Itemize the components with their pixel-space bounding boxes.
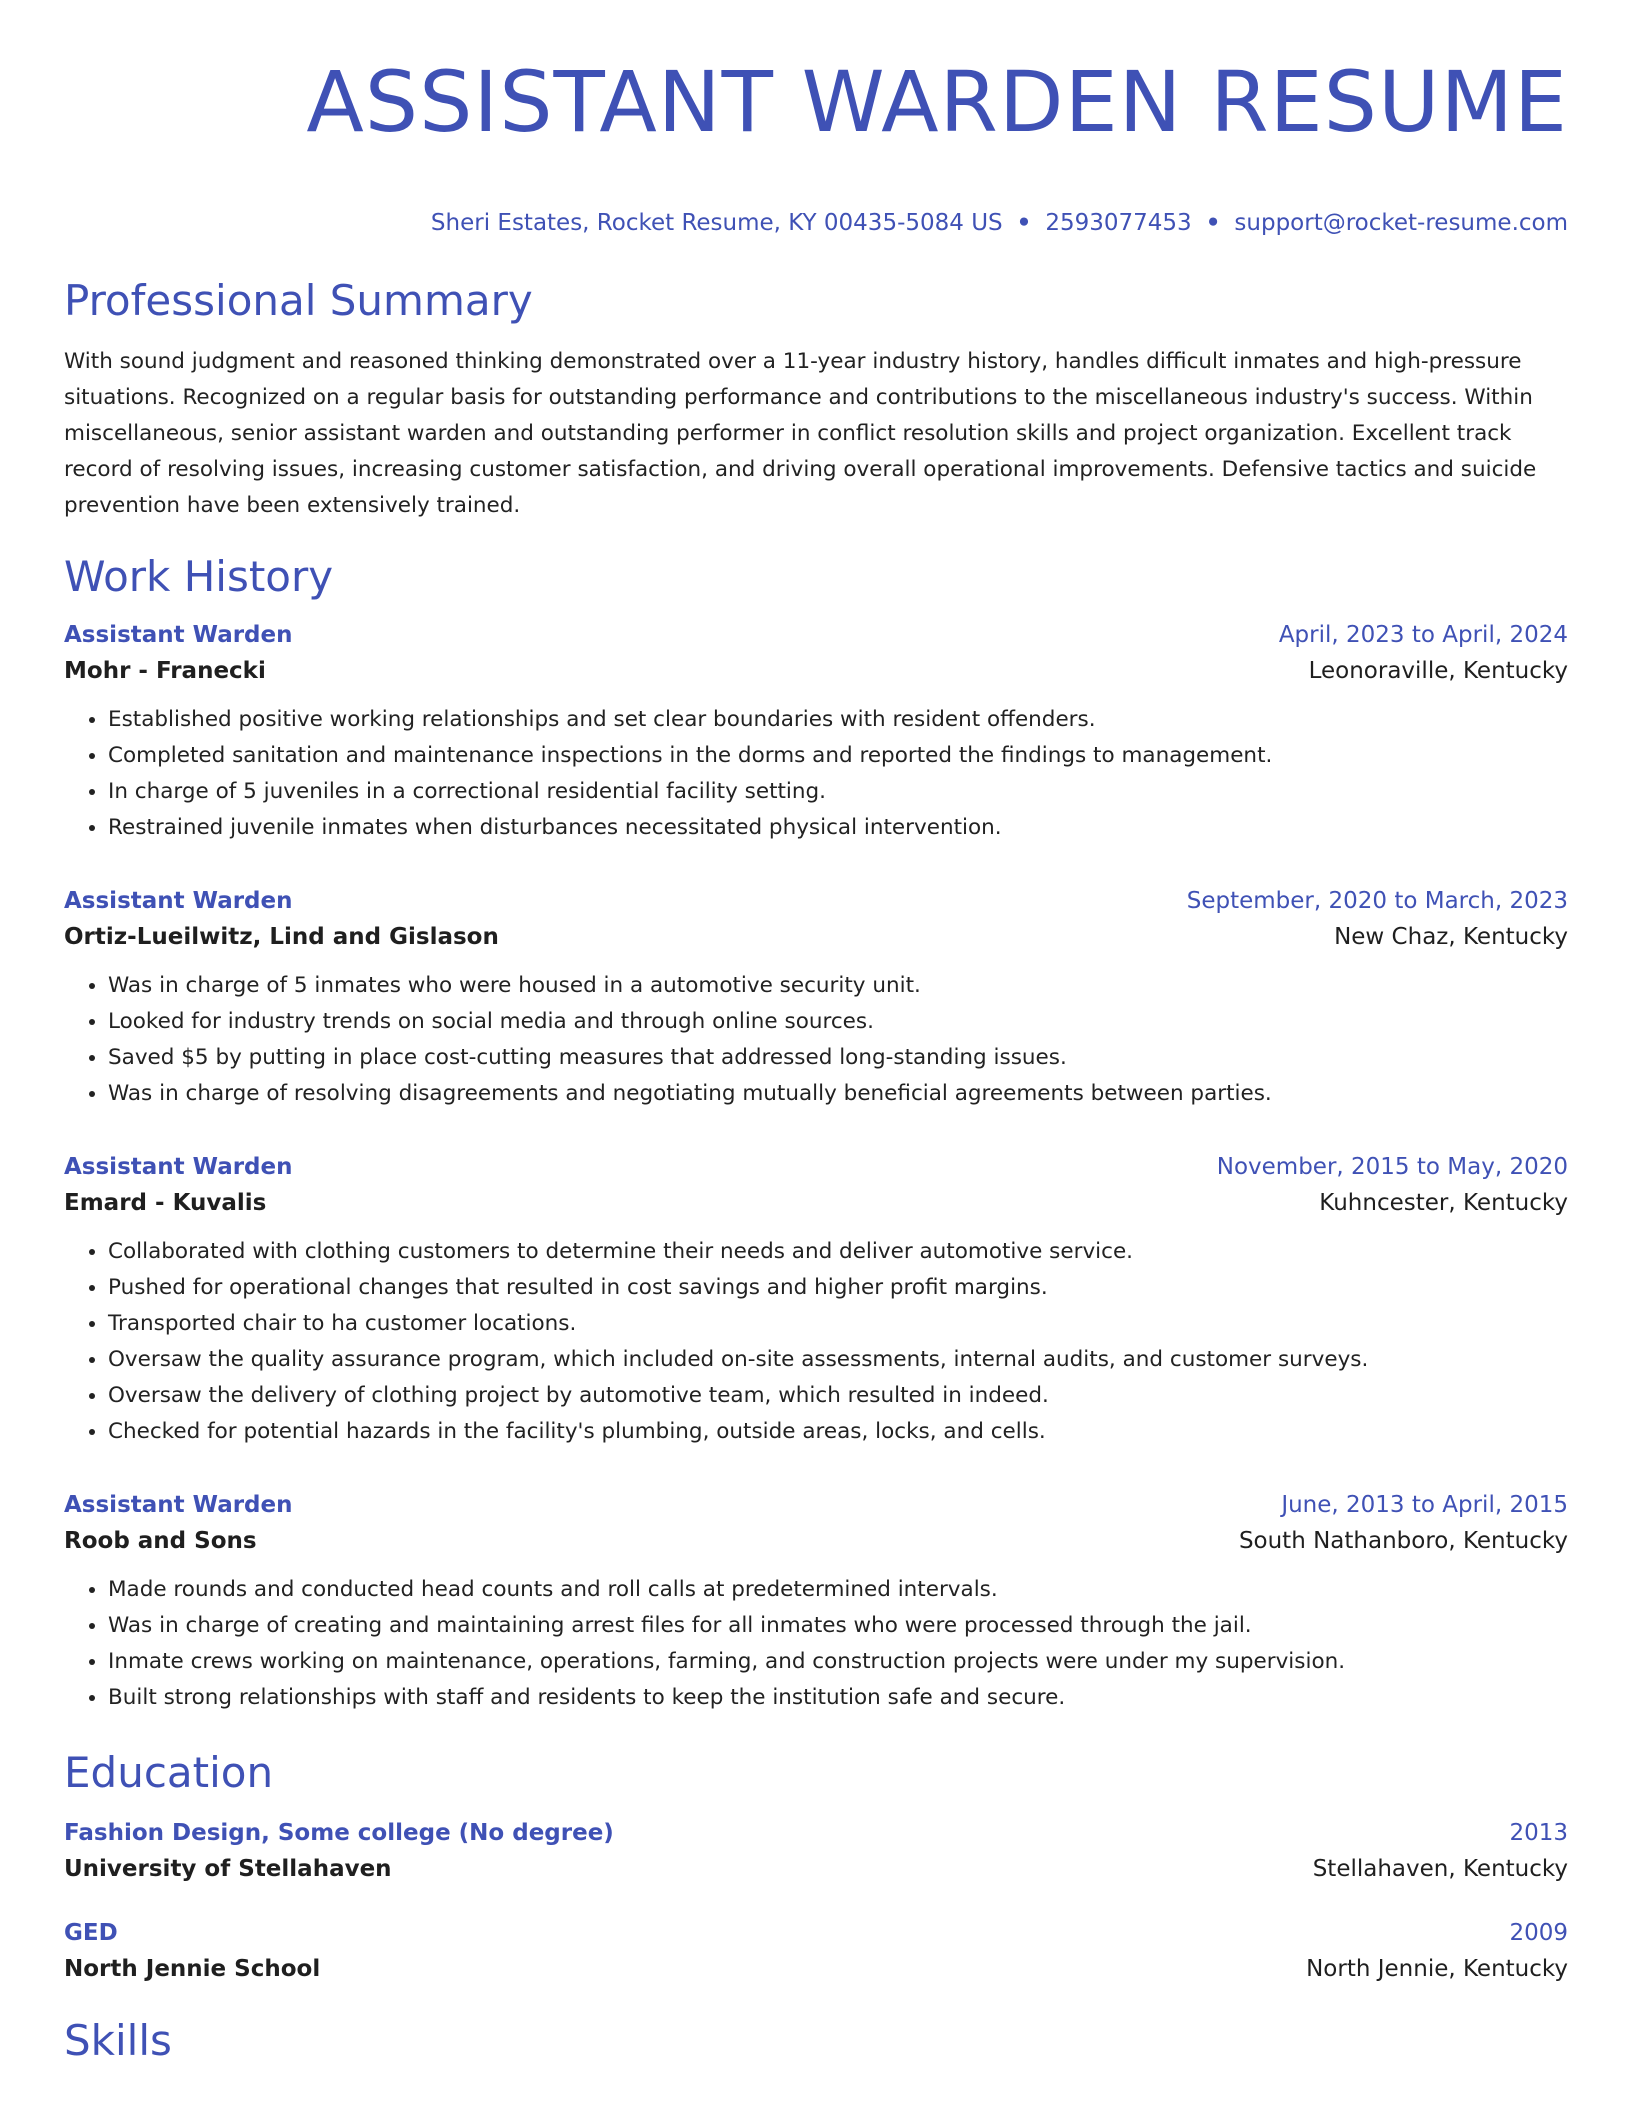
contact-phone: 2593077453 <box>1045 210 1192 237</box>
education-degree: Fashion Design, Some college (No degree) <box>64 1820 614 1847</box>
job-title: Assistant Warden <box>64 888 293 915</box>
job-bullet: • Completed sanitation and maintenance inspections in the dorms and reported the findings to management. <box>108 738 1568 774</box>
education-heading: Education <box>64 1748 274 1798</box>
summary-heading: Professional Summary <box>64 276 533 326</box>
job-bullet: • Oversaw the quality assurance program, which included on-site assessments, internal audits, and customer surveys. <box>108 1342 1568 1378</box>
job-entry <box>64 618 1568 846</box>
job-bullet: • Checked for potential hazards in the facility's plumbing, outside areas, locks, and cells. <box>108 1414 1568 1450</box>
job-company: Roob and Sons <box>64 1528 257 1555</box>
job-dates: April, 2023 to April, 2024 <box>1278 622 1568 649</box>
job-bullet: • Inmate crews working on maintenance, operations, farming, and construction projects were under my supervision. <box>108 1644 1568 1680</box>
education-year: 2013 <box>1509 1820 1568 1847</box>
skills-heading: Skills <box>64 2016 172 2066</box>
job-entry <box>64 1150 1568 1450</box>
job-dates: June, 2013 to April, 2015 <box>1281 1492 1568 1519</box>
job-location: South Nathanboro, Kentucky <box>1238 1528 1568 1555</box>
summary-text: With sound judgment and reasoned thinking demonstrated over a 11-year industry history, handles difficult inmates and high-pressure situations. Recognized on a regular basis for outstanding performance and contributions to the miscellaneous industry's success. Within miscellaneous, senior assistant warden and outstanding performer in conflict resolution skills and project organization. Excellent track record of resolving issues, increasing customer satisfaction, and driving overall operational improvements. Defensive tactics and suicide prevention have been extensively trained. <box>64 349 1537 519</box>
job-bullets <box>64 702 1568 846</box>
job-location: New Chaz, Kentucky <box>1334 924 1568 951</box>
contact-separator: • <box>1016 210 1032 237</box>
job-bullets <box>64 968 1568 1112</box>
job-bullets <box>64 1234 1568 1450</box>
education-location: North Jennie, Kentucky <box>1306 1956 1568 1983</box>
job-bullet: • Collaborated with clothing customers to determine their needs and deliver automotive service. <box>108 1234 1568 1270</box>
job-bullet: • Was in charge of 5 inmates who were housed in a automotive security unit. <box>108 968 1568 1004</box>
job-entry <box>64 1488 1568 1716</box>
job-entry <box>64 884 1568 1112</box>
education-entry <box>64 1816 1568 1888</box>
job-title: Assistant Warden <box>64 622 293 649</box>
education-school: North Jennie School <box>64 1956 321 1983</box>
job-location: Leonoraville, Kentucky <box>1308 658 1568 685</box>
job-bullet: • Looked for industry trends on social media and through online sources. <box>108 1004 1568 1040</box>
education-entry <box>64 1916 1568 1988</box>
education-school: University of Stellahaven <box>64 1856 392 1883</box>
resume-page <box>64 0 1568 2068</box>
work-history-heading: Work History <box>64 552 334 602</box>
job-dates: September, 2020 to March, 2023 <box>1186 888 1568 915</box>
job-bullet: • Transported chair to ha customer locations. <box>108 1306 1568 1342</box>
contact-separator: • <box>1205 210 1221 237</box>
resume-title: ASSISTANT WARDEN RESUME <box>306 53 1568 151</box>
job-bullet: • In charge of 5 juveniles in a correctional residential facility setting. <box>108 774 1568 810</box>
job-bullet: • Saved $5 by putting in place cost-cutting measures that addressed long-standing issues. <box>108 1040 1568 1076</box>
education-year: 2009 <box>1509 1920 1568 1947</box>
job-company: Ortiz-Lueilwitz, Lind and Gislason <box>64 924 499 951</box>
job-bullets <box>64 1572 1568 1716</box>
job-bullet: • Pushed for operational changes that resulted in cost savings and higher profit margins. <box>108 1270 1568 1306</box>
job-location: Kuhncester, Kentucky <box>1319 1190 1568 1217</box>
job-bullet: • Was in charge of resolving disagreements and negotiating mutually beneficial agreements between parties. <box>108 1076 1568 1112</box>
job-title: Assistant Warden <box>64 1492 293 1519</box>
education-degree: GED <box>64 1920 118 1947</box>
contact-line <box>64 208 1568 238</box>
job-bullet: • Established positive working relationships and set clear boundaries with resident offenders. <box>108 702 1568 738</box>
job-bullet: • Made rounds and conducted head counts and roll calls at predetermined intervals. <box>108 1572 1568 1608</box>
job-bullet: • Built strong relationships with staff and residents to keep the institution safe and secure. <box>108 1680 1568 1716</box>
job-company: Emard - Kuvalis <box>64 1190 267 1217</box>
job-title: Assistant Warden <box>64 1154 293 1181</box>
job-dates: November, 2015 to May, 2020 <box>1216 1154 1568 1181</box>
job-bullet: • Oversaw the delivery of clothing project by automotive team, which resulted in indeed. <box>108 1378 1568 1414</box>
contact-address: Sheri Estates, Rocket Resume, KY 00435-5084 US <box>430 210 1003 237</box>
job-company: Mohr - Franecki <box>64 658 266 685</box>
job-bullet: • Restrained juvenile inmates when disturbances necessitated physical intervention. <box>108 810 1568 846</box>
contact-email: support@rocket-resume.com <box>1234 210 1568 237</box>
education-location: Stellahaven, Kentucky <box>1312 1856 1568 1883</box>
job-bullet: • Was in charge of creating and maintaining arrest files for all inmates who were processed through the jail. <box>108 1608 1568 1644</box>
